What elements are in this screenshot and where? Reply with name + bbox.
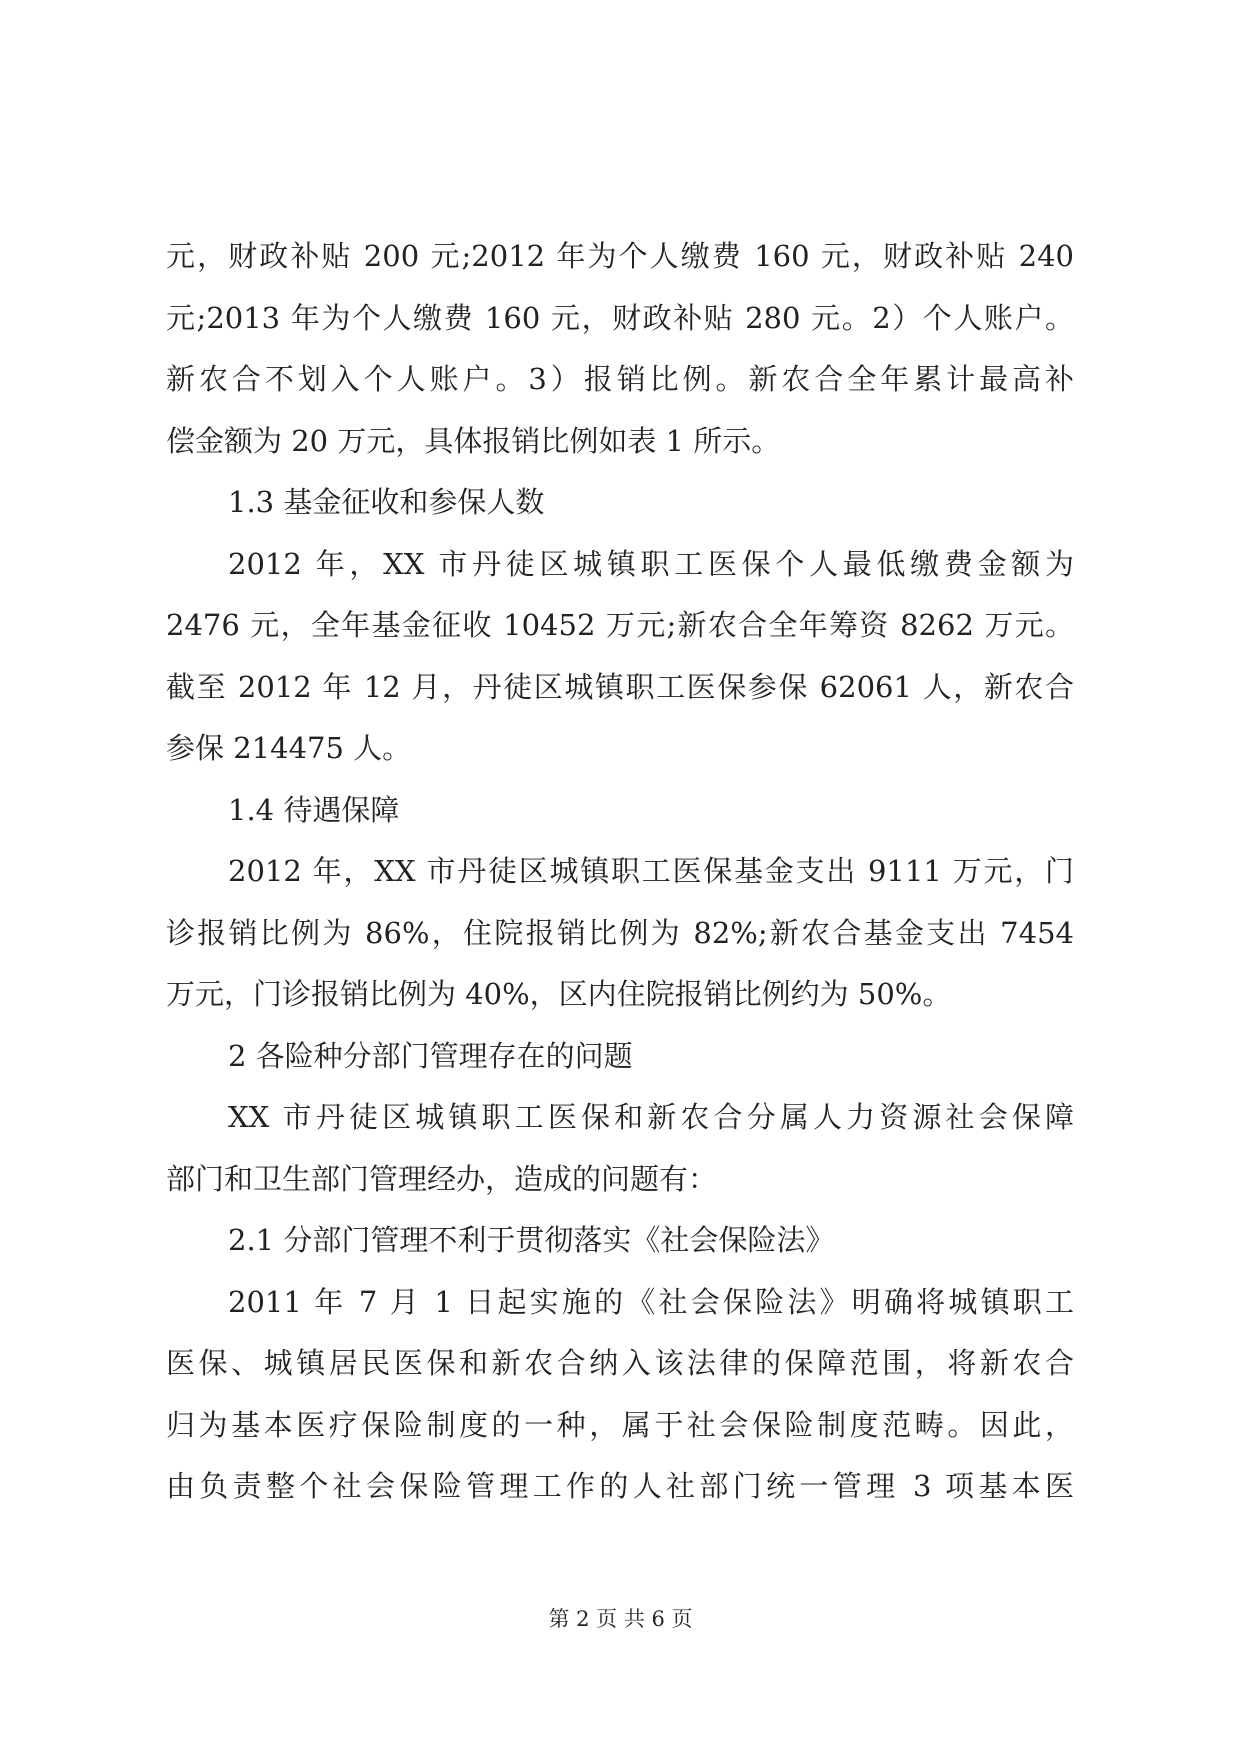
text-line: 归为基本医疗保险制度的一种，属于社会保险制度范畴。因此， (166, 1407, 1074, 1442)
page-footer (0, 1604, 1241, 1634)
text-line: 参保 214475 人。 (166, 731, 412, 765)
text-line: 万元，门诊报销比例为 40%，区内住院报销比例约为 50%。 (166, 977, 952, 1011)
section-heading-2: 2 各险种分部门管理存在的问题 (228, 1038, 633, 1073)
body-text (166, 226, 1074, 1518)
section-heading-1-4: 1.4 待遇保障 (228, 792, 400, 827)
text-line: 由负责整个社会保险管理工作的人社部门统一管理 3 项基本医 (166, 1469, 1074, 1503)
section-heading-1-3: 1.3 基金征收和参保人数 (228, 485, 545, 519)
page-number-label: 第 2 页 共 6 页 (548, 1607, 693, 1631)
text-line: 截至 2012 年 12 月，丹徒区城镇职工医保参保 62061 人，新农合 (166, 669, 1074, 704)
text-line: 元，财政补贴 200 元;2012 年为个人缴费 160 元，财政补贴 240 (166, 239, 1074, 273)
text-line: 元;2013 年为个人缴费 160 元，财政补贴 280 元。2）个人账户。 (166, 300, 1074, 335)
text-line: 医保、城镇居民医保和新农合纳入该法律的保障范围，将新农合 (166, 1346, 1074, 1380)
text-line: 2012 年，XX 市丹徒区城镇职工医保个人最低缴费金额为 (228, 546, 1074, 581)
text-line: 2011 年 7 月 1 日起实施的《社会保险法》明确将城镇职工 (228, 1284, 1074, 1319)
text-line: 2012 年，XX 市丹徒区城镇职工医保基金支出 9111 万元，门 (228, 854, 1074, 888)
text-line: 偿金额为 20 万元，具体报销比例如表 1 所示。 (166, 423, 781, 458)
text-line: 新农合不划入个人账户。3）报销比例。新农合全年累计最高补 (166, 362, 1074, 396)
text-line: XX 市丹徒区城镇职工医保和新农合分属人力资源社会保障 (228, 1100, 1074, 1134)
section-heading-2-1: 2.1 分部门管理不利于贯彻落实《社会保险法》 (228, 1223, 835, 1257)
text-line: 部门和卫生部门管理经办，造成的问题有： (166, 1161, 718, 1196)
text-line: 2476 元，全年基金征收 10452 万元;新农合全年筹资 8262 万元。 (166, 608, 1074, 642)
text-line: 诊报销比例为 86%，住院报销比例为 82%;新农合基金支出 7454 (166, 915, 1074, 950)
